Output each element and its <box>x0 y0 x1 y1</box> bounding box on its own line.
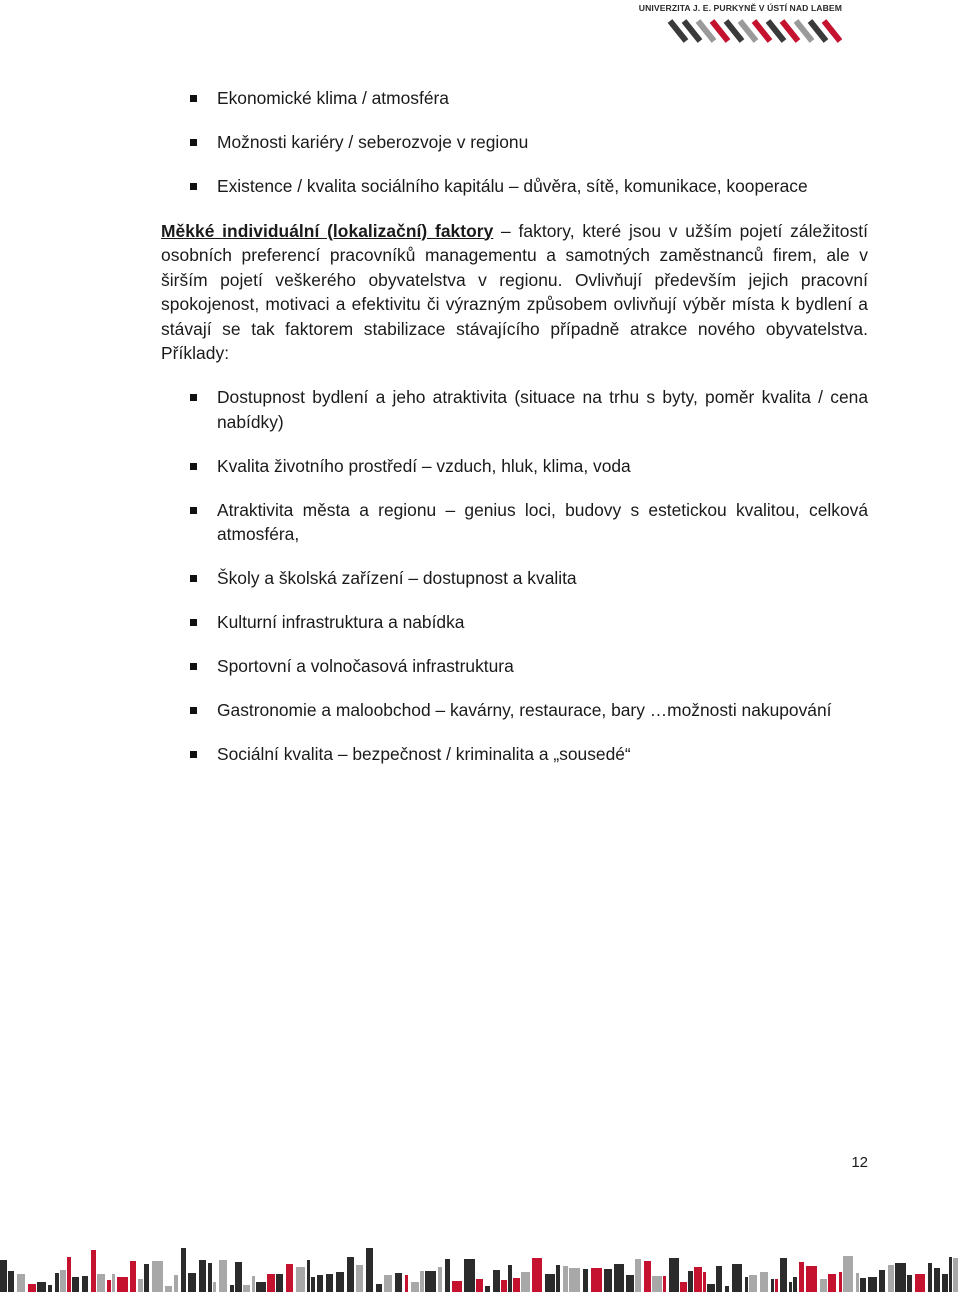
footer-bar <box>775 1279 778 1292</box>
university-name: UNIVERZITA J. E. PURKYNĚ V ÚSTÍ NAD LABEM <box>638 3 842 13</box>
footer-bar <box>91 1250 96 1292</box>
footer-bar <box>267 1274 275 1292</box>
footer-bar <box>144 1264 149 1292</box>
footer-bar <box>55 1273 59 1292</box>
footer-bar <box>780 1258 787 1292</box>
footer-bar <box>411 1282 419 1292</box>
footer-bar <box>626 1275 634 1292</box>
square-bullet-icon <box>190 663 197 670</box>
footer-bar <box>356 1265 363 1292</box>
footer-bar <box>485 1286 490 1292</box>
footer-bar <box>213 1282 216 1292</box>
footer-bar <box>934 1268 940 1292</box>
footer-bar <box>420 1271 424 1292</box>
paragraph-text: – faktory, které jsou v užším pojetí záležitostí osobních preferencí pracovníků managementu a samotných zaměstnanců firem, ale v širším pojetí veškerého obyvatelstva v regionu. Ovlivňují především jejich pracovní spokojenost, motivaci a efektivitu či výrazným způsobem ovlivňují výběr místa k bydlení a stávají se tak faktorem stabilizace stávajícího případně atrakce nového obyvatelstva. Příklady: <box>161 220 869 363</box>
footer-bar <box>942 1274 948 1292</box>
footer-bar <box>591 1268 602 1292</box>
footer-bar <box>907 1275 912 1292</box>
paragraph-soft-factors <box>161 219 868 366</box>
footer-bar <box>347 1257 354 1292</box>
footer-bar <box>336 1272 344 1292</box>
footer-bar <box>230 1285 234 1292</box>
footer-bar <box>604 1269 612 1292</box>
footer-bar <box>181 1248 186 1292</box>
footer-bar <box>117 1277 128 1292</box>
logo-stripes-icon <box>666 19 842 43</box>
list-item: Kulturní infrastruktura a nabídka <box>161 610 868 635</box>
footer-bar <box>97 1274 105 1292</box>
footer-bar <box>464 1259 475 1292</box>
footer-bar <box>680 1282 687 1292</box>
footer-bar <box>614 1264 624 1292</box>
footer-bar <box>199 1260 206 1292</box>
footer-bar <box>405 1275 408 1292</box>
footer-bar <box>508 1265 512 1292</box>
footer-bar <box>311 1277 315 1292</box>
page-number: 12 <box>851 1154 868 1171</box>
footer-bar <box>501 1280 507 1292</box>
list-item: Gastronomie a maloobchod – kavárny, restaurace, bary …možnosti nakupování <box>161 698 868 723</box>
square-bullet-icon <box>190 394 197 401</box>
footer-bar <box>583 1269 588 1292</box>
list-item: Ekonomické klima / atmosféra <box>161 86 868 111</box>
footer-bar <box>806 1266 817 1292</box>
footer-bar <box>879 1270 885 1292</box>
footer-bar <box>669 1258 679 1292</box>
footer-bar <box>165 1286 172 1292</box>
footer-bar <box>860 1278 866 1292</box>
footer-bar <box>174 1275 178 1292</box>
footer-bar <box>17 1274 25 1292</box>
footer-bar <box>307 1260 310 1292</box>
footer-bar <box>749 1275 757 1292</box>
footer-bar <box>635 1259 641 1292</box>
footer-bar <box>839 1272 842 1292</box>
list-item: Atraktivita města a regionu – genius loci, budovy s estetickou kvalitou, celková atmosféra, <box>161 498 868 547</box>
list-item: Kvalita životního prostředí – vzduch, hluk, klima, voda <box>161 454 868 479</box>
footer-bar <box>771 1279 774 1292</box>
footer-bar <box>694 1267 702 1292</box>
footer-bar <box>663 1276 666 1292</box>
list-item: Dostupnost bydlení a jeho atraktivita (situace na trhu s byty, poměr kvalita / cena nabídky) <box>161 385 868 434</box>
footer-bar <box>130 1261 136 1292</box>
footer-bar <box>789 1282 792 1292</box>
footer-bar <box>928 1263 932 1292</box>
footer-bar <box>208 1263 212 1292</box>
footer-bar <box>521 1272 530 1292</box>
square-bullet-icon <box>190 751 197 758</box>
footer-bar <box>138 1279 143 1292</box>
footer-bar <box>252 1276 255 1292</box>
footer-bar <box>326 1274 333 1292</box>
footer-bar <box>895 1263 906 1292</box>
square-bullet-icon <box>190 139 197 146</box>
square-bullet-icon <box>190 707 197 714</box>
footer-bar <box>296 1267 305 1292</box>
footer-decorative-bars <box>0 1246 960 1292</box>
footer-bar <box>28 1284 36 1292</box>
footer-bar <box>856 1273 859 1292</box>
square-bullet-icon <box>190 183 197 190</box>
footer-bar <box>644 1261 651 1292</box>
footer-bar <box>888 1265 894 1292</box>
footer-bar <box>72 1277 79 1292</box>
footer-bar <box>732 1264 742 1292</box>
footer-bar <box>569 1268 580 1292</box>
footer-bar <box>545 1274 555 1292</box>
footer-bar <box>915 1274 925 1292</box>
footer-bar <box>425 1271 436 1292</box>
footer-bar <box>445 1259 450 1292</box>
list-item: Sociální kvalita – bezpečnost / kriminalita a „sousedé“ <box>161 742 868 767</box>
footer-bar <box>152 1261 163 1292</box>
footer-bar <box>82 1276 88 1292</box>
list-item: Sportovní a volnočasová infrastruktura <box>161 654 868 679</box>
square-bullet-icon <box>190 507 197 514</box>
footer-bar <box>799 1262 804 1292</box>
footer-bar <box>107 1280 111 1292</box>
footer-bar <box>513 1278 520 1292</box>
footer-bar <box>60 1270 66 1292</box>
footer-bar <box>703 1272 706 1292</box>
footer-bar <box>0 1260 7 1292</box>
footer-bar <box>868 1277 877 1292</box>
footer-bar <box>843 1256 853 1292</box>
footer-bar <box>476 1279 483 1292</box>
bullet-list-top <box>161 86 868 199</box>
footer-bar <box>286 1264 293 1292</box>
footer-bar <box>820 1279 827 1292</box>
footer-bar <box>37 1282 46 1292</box>
footer-bar <box>707 1284 715 1292</box>
footer-bar <box>376 1284 382 1292</box>
footer-bar <box>384 1275 392 1292</box>
footer-bar <box>716 1266 722 1292</box>
footer-bar <box>366 1248 373 1292</box>
footer-bar <box>745 1277 748 1292</box>
footer-bar <box>256 1282 266 1292</box>
footer-bar <box>243 1285 250 1292</box>
footer-bar <box>395 1273 402 1292</box>
footer-bar <box>949 1257 952 1292</box>
document-body <box>161 86 868 786</box>
square-bullet-icon <box>190 95 197 102</box>
footer-bar <box>219 1260 227 1292</box>
square-bullet-icon <box>190 463 197 470</box>
university-logo <box>638 0 842 44</box>
footer-bar <box>276 1274 283 1292</box>
footer-bar <box>438 1267 442 1292</box>
list-item: Školy a školská zařízení – dostupnost a kvalita <box>161 566 868 591</box>
footer-bar <box>532 1258 542 1292</box>
footer-bar <box>793 1277 797 1292</box>
footer-bar <box>725 1286 729 1292</box>
footer-bar <box>652 1276 662 1292</box>
footer-bar <box>688 1271 693 1292</box>
footer-bar <box>235 1262 242 1292</box>
footer-bar <box>493 1270 500 1292</box>
footer-bar <box>760 1272 768 1292</box>
footer-bar <box>67 1257 71 1292</box>
footer-bar <box>8 1271 14 1292</box>
paragraph-lead: Měkké individuální (lokalizační) faktory <box>161 220 494 241</box>
footer-bar <box>452 1281 462 1292</box>
footer-bar <box>828 1274 836 1292</box>
footer-bar <box>317 1275 323 1292</box>
list-item: Možnosti kariéry / seberozvoje v regionu <box>161 130 868 155</box>
footer-bar <box>563 1266 568 1292</box>
square-bullet-icon <box>190 619 197 626</box>
list-item: Existence / kvalita sociálního kapitálu – důvěra, sítě, komunikace, kooperace <box>161 174 868 199</box>
footer-bar <box>556 1265 560 1292</box>
bullet-list-examples <box>161 385 868 767</box>
footer-bar <box>953 1258 958 1292</box>
footer-bar <box>112 1274 115 1292</box>
square-bullet-icon <box>190 575 197 582</box>
footer-bar <box>48 1285 52 1292</box>
footer-bar <box>188 1273 196 1292</box>
